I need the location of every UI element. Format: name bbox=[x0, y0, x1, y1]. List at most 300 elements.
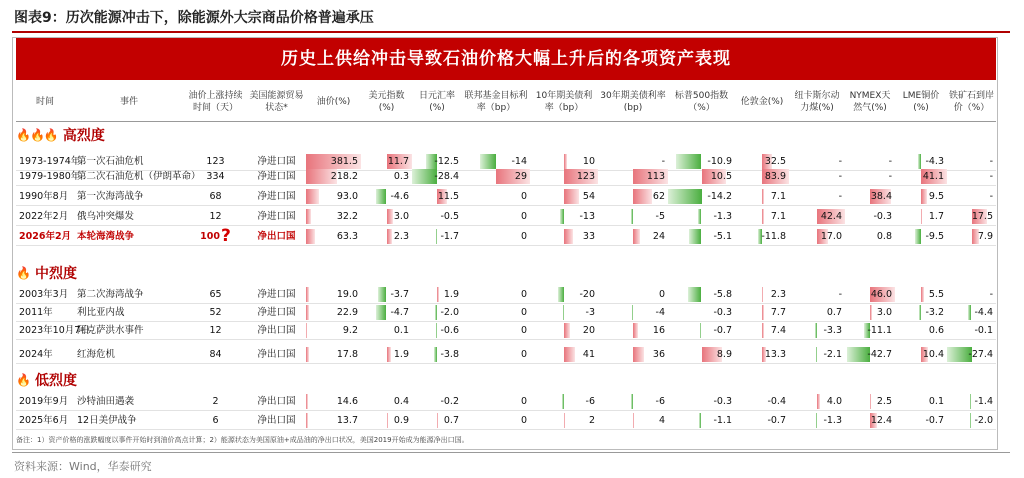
column-header: 油价(%) bbox=[316, 97, 351, 107]
value-text: -3.8 bbox=[440, 349, 459, 360]
cell-value bbox=[462, 286, 530, 303]
cell-value bbox=[947, 208, 996, 225]
value-text: -12.5 bbox=[434, 156, 459, 167]
section-name: 高烈度 bbox=[62, 128, 105, 144]
value-text: -14 bbox=[511, 156, 527, 167]
value-text: -0.1 bbox=[974, 325, 993, 336]
cell-value bbox=[530, 412, 598, 429]
cell-value bbox=[306, 168, 361, 185]
value-text: 14.6 bbox=[336, 396, 358, 407]
value-text: -0.3 bbox=[713, 396, 732, 407]
table-row bbox=[16, 322, 996, 340]
cell-value bbox=[462, 208, 530, 225]
value-text: 20 bbox=[582, 325, 595, 336]
value-text: 32.5 bbox=[764, 156, 786, 167]
cell-value bbox=[598, 322, 668, 339]
value-text: 46.0 bbox=[870, 289, 892, 300]
value-text: 11.5 bbox=[437, 191, 459, 202]
column-header: 日元汇率(%) bbox=[418, 91, 455, 113]
value-text: 3.0 bbox=[393, 211, 409, 222]
value-text: 32.2 bbox=[336, 211, 358, 222]
cell-days: 12 bbox=[209, 211, 222, 222]
value-text: -0.3 bbox=[713, 307, 732, 318]
column-header: 30年期美债利率(bp) bbox=[600, 91, 666, 113]
value-text: -6 bbox=[655, 396, 665, 407]
value-text: 19.0 bbox=[336, 289, 358, 300]
section-heading bbox=[16, 261, 77, 285]
cell-value bbox=[947, 304, 996, 321]
cell-value bbox=[306, 346, 361, 363]
cell-value bbox=[735, 228, 789, 245]
value-text: 2.5 bbox=[876, 396, 892, 407]
cell-value bbox=[789, 346, 845, 363]
cell-value bbox=[947, 393, 996, 410]
value-text: 123 bbox=[576, 171, 595, 182]
value-text: -5 bbox=[655, 211, 665, 222]
cell-value bbox=[895, 412, 947, 429]
value-text: 0 bbox=[520, 349, 527, 360]
value-text: -4.7 bbox=[390, 307, 409, 318]
value-text: -0.7 bbox=[767, 415, 786, 426]
title-rule bbox=[12, 31, 1010, 33]
cell-value bbox=[412, 346, 462, 363]
cell-value bbox=[735, 286, 789, 303]
table-row bbox=[16, 188, 996, 206]
footnote: 备注：1）资产价格的涨跌幅度以事件开始时到油价高点计算；2）能源状态为美国原油+成品油的净出口状况，美国2019开始成为能源净出口国。 bbox=[16, 436, 469, 444]
value-text: -6 bbox=[585, 396, 595, 407]
cell-value bbox=[735, 412, 789, 429]
value-text: -27.4 bbox=[968, 349, 993, 360]
value-text: 41.1 bbox=[922, 171, 944, 182]
value-text: -3 bbox=[585, 307, 595, 318]
value-text: -4 bbox=[655, 307, 665, 318]
value-text: 33 bbox=[582, 231, 595, 242]
cell-value bbox=[412, 286, 462, 303]
column-header: 伦敦金(%) bbox=[740, 97, 784, 107]
value-text: 0 bbox=[520, 396, 527, 407]
cell-time: 2023年10月7日 bbox=[19, 325, 90, 336]
figure-title: 图表9：历次能源冲击下，除能源外大宗商品价格普遍承压 bbox=[14, 10, 374, 26]
cell-value bbox=[735, 188, 789, 205]
cell-value bbox=[361, 286, 412, 303]
cell-value bbox=[306, 208, 361, 225]
cell-status: 净进口国 bbox=[257, 289, 296, 300]
value-text: 0.6 bbox=[928, 325, 944, 336]
value-text: 1.7 bbox=[928, 211, 944, 222]
cell-value bbox=[789, 188, 845, 205]
value-text: 0.7 bbox=[443, 415, 459, 426]
cell-value bbox=[789, 412, 845, 429]
cell-value bbox=[895, 304, 947, 321]
cell-value bbox=[789, 168, 845, 185]
cell-value bbox=[845, 168, 895, 185]
value-text: 1.9 bbox=[443, 289, 459, 300]
value-text: 17.8 bbox=[336, 349, 358, 360]
value-text: 13.7 bbox=[336, 415, 358, 426]
value-text: 0.4 bbox=[393, 396, 409, 407]
cell-value bbox=[735, 346, 789, 363]
cell-days: 123 bbox=[206, 156, 225, 167]
cell-value bbox=[668, 168, 735, 185]
value-text: 0 bbox=[520, 415, 527, 426]
cell-event: 第一次海湾战争 bbox=[77, 191, 144, 202]
value-text: 83.9 bbox=[764, 171, 786, 182]
cell-event: 利比亚内战 bbox=[77, 307, 125, 318]
cell-status: 净出口国 bbox=[257, 396, 296, 407]
cell-days: 334 bbox=[206, 171, 225, 182]
table-row bbox=[16, 208, 996, 226]
cell-event: 俄乌冲突爆发 bbox=[77, 211, 135, 222]
column-header: 时间 bbox=[35, 97, 54, 107]
value-text: -1.7 bbox=[440, 231, 459, 242]
cell-status: 净进口国 bbox=[257, 191, 296, 202]
cell-time: 2003年3月 bbox=[19, 289, 69, 300]
table-row bbox=[16, 346, 996, 364]
cell-value bbox=[361, 393, 412, 410]
value-text: -20 bbox=[579, 289, 595, 300]
cell-value bbox=[947, 346, 996, 363]
value-text: 0 bbox=[520, 325, 527, 336]
cell-value bbox=[306, 412, 361, 429]
value-text: -11.8 bbox=[761, 231, 786, 242]
flame-icon: 🔥 bbox=[16, 373, 30, 387]
value-text: 2.3 bbox=[393, 231, 409, 242]
bottom-rule bbox=[12, 452, 1010, 453]
cell-event: 12日美伊战争 bbox=[77, 415, 137, 426]
cell-value bbox=[361, 188, 412, 205]
value-text: 93.0 bbox=[336, 191, 358, 202]
cell-value bbox=[462, 322, 530, 339]
value-text: -0.3 bbox=[873, 211, 892, 222]
cell-value bbox=[789, 208, 845, 225]
cell-value bbox=[462, 393, 530, 410]
cell-value bbox=[895, 286, 947, 303]
cell-value bbox=[895, 168, 947, 185]
value-text: 7.1 bbox=[770, 211, 786, 222]
value-text: 0.7 bbox=[826, 307, 842, 318]
value-text: -4.6 bbox=[390, 191, 409, 202]
value-text: 3.0 bbox=[876, 307, 892, 318]
value-text: 10.5 bbox=[710, 171, 732, 182]
cell-value bbox=[530, 393, 598, 410]
value-text: -0.7 bbox=[925, 415, 944, 426]
value-text: 54 bbox=[582, 191, 595, 202]
value-text: -4.4 bbox=[974, 307, 993, 318]
value-text: - bbox=[888, 171, 892, 182]
value-text: 0 bbox=[520, 191, 527, 202]
cell-value bbox=[530, 346, 598, 363]
value-text: -3.3 bbox=[823, 325, 842, 336]
cell-value bbox=[530, 304, 598, 321]
value-text: -5.8 bbox=[713, 289, 732, 300]
cell-value bbox=[530, 286, 598, 303]
cell-status: 净出口国 bbox=[257, 325, 296, 336]
column-header: LME铜价(%) bbox=[902, 91, 940, 113]
value-text: 11.7 bbox=[387, 156, 409, 167]
cell-value bbox=[735, 393, 789, 410]
value-text: - bbox=[989, 289, 993, 300]
cell-time: 2019年9月 bbox=[19, 396, 69, 407]
value-text: 7.7 bbox=[770, 307, 786, 318]
value-text: 12.4 bbox=[870, 415, 892, 426]
value-text: 17.0 bbox=[820, 231, 842, 242]
value-text: 7.1 bbox=[770, 191, 786, 202]
value-text: 7.9 bbox=[977, 231, 993, 242]
value-text: -28.4 bbox=[434, 171, 459, 182]
cell-value bbox=[845, 393, 895, 410]
cell-value bbox=[361, 228, 412, 245]
value-text: 1.9 bbox=[393, 349, 409, 360]
cell-time: 1973-1974年 bbox=[19, 156, 81, 167]
value-text: - bbox=[838, 289, 842, 300]
value-text: 0.8 bbox=[876, 231, 892, 242]
cell-value bbox=[668, 188, 735, 205]
value-text: 0.1 bbox=[928, 396, 944, 407]
table-row bbox=[16, 168, 996, 186]
value-text: -1.4 bbox=[974, 396, 993, 407]
cell-value bbox=[598, 393, 668, 410]
cell-time: 1979-1980年 bbox=[19, 171, 81, 182]
cell-time: 1990年8月 bbox=[19, 191, 69, 202]
value-text: 0 bbox=[520, 211, 527, 222]
cell-days: 100? bbox=[200, 226, 231, 246]
value-text: -13 bbox=[579, 211, 595, 222]
cell-value bbox=[668, 412, 735, 429]
value-text: -3.7 bbox=[390, 289, 409, 300]
value-text: 0.9 bbox=[393, 415, 409, 426]
cell-value bbox=[530, 188, 598, 205]
cell-value bbox=[668, 304, 735, 321]
cell-value bbox=[412, 304, 462, 321]
value-text: 0.1 bbox=[393, 325, 409, 336]
cell-value bbox=[412, 188, 462, 205]
column-header: 油价上涨持续时间（天） bbox=[188, 91, 243, 113]
value-text: -0.7 bbox=[713, 325, 732, 336]
cell-value bbox=[412, 393, 462, 410]
cell-value bbox=[598, 412, 668, 429]
cell-value bbox=[668, 286, 735, 303]
cell-value bbox=[947, 188, 996, 205]
cell-value bbox=[668, 346, 735, 363]
value-text: 38.4 bbox=[870, 191, 892, 202]
value-text: -0.6 bbox=[440, 325, 459, 336]
value-text: -4.3 bbox=[925, 156, 944, 167]
cell-time: 2026年2月 bbox=[19, 231, 72, 242]
value-text: 4 bbox=[658, 415, 665, 426]
cell-value bbox=[412, 412, 462, 429]
cell-value bbox=[735, 168, 789, 185]
value-text: -5.1 bbox=[713, 231, 732, 242]
cell-value bbox=[462, 412, 530, 429]
value-text: 4.0 bbox=[826, 396, 842, 407]
flame-icon: 🔥 bbox=[16, 266, 30, 280]
cell-value bbox=[895, 322, 947, 339]
value-text: - bbox=[661, 156, 665, 167]
cell-event: 第二次海湾战争 bbox=[77, 289, 144, 300]
cell-value bbox=[947, 228, 996, 245]
value-text: -0.5 bbox=[440, 211, 459, 222]
cell-value bbox=[462, 228, 530, 245]
value-text: 13.3 bbox=[764, 349, 786, 360]
value-text: 2.3 bbox=[770, 289, 786, 300]
cell-status: 净出口国 bbox=[257, 415, 296, 426]
table-row bbox=[16, 393, 996, 411]
cell-status: 净进口国 bbox=[257, 211, 296, 222]
cell-value bbox=[845, 304, 895, 321]
cell-value bbox=[412, 322, 462, 339]
cell-value bbox=[895, 393, 947, 410]
cell-value bbox=[845, 346, 895, 363]
value-text: -11.1 bbox=[867, 325, 892, 336]
cell-value bbox=[412, 208, 462, 225]
value-text: 41 bbox=[582, 349, 595, 360]
column-header: 美元指数(%) bbox=[368, 91, 405, 113]
cell-days: 12 bbox=[209, 325, 222, 336]
cell-days: 6 bbox=[212, 415, 219, 426]
cell-value bbox=[361, 208, 412, 225]
value-text: 5.5 bbox=[928, 289, 944, 300]
value-text: - bbox=[888, 156, 892, 167]
cell-value bbox=[306, 188, 361, 205]
cell-value bbox=[306, 228, 361, 245]
value-text: 113 bbox=[646, 171, 665, 182]
cell-value bbox=[668, 208, 735, 225]
value-text: 29 bbox=[514, 171, 527, 182]
cell-status: 净进口国 bbox=[257, 171, 296, 182]
cell-value bbox=[735, 208, 789, 225]
cell-value bbox=[361, 168, 412, 185]
cell-event: 阿克萨洪水事件 bbox=[77, 325, 144, 336]
value-text: -10.9 bbox=[707, 156, 732, 167]
value-text: 0.3 bbox=[393, 171, 409, 182]
value-text: 2 bbox=[588, 415, 595, 426]
value-text: 7.4 bbox=[770, 325, 786, 336]
cell-value bbox=[845, 188, 895, 205]
cell-value bbox=[789, 304, 845, 321]
value-text: 16 bbox=[652, 325, 665, 336]
value-text: 24 bbox=[652, 231, 665, 242]
value-text: 10.4 bbox=[922, 349, 944, 360]
cell-value bbox=[361, 412, 412, 429]
value-text: - bbox=[838, 191, 842, 202]
cell-value bbox=[947, 322, 996, 339]
cell-value bbox=[789, 286, 845, 303]
cell-time: 2025年6月 bbox=[19, 415, 69, 426]
cell-value bbox=[361, 346, 412, 363]
value-text: 36 bbox=[652, 349, 665, 360]
value-text: 9.2 bbox=[342, 325, 358, 336]
cell-time: 2024年 bbox=[19, 349, 53, 360]
cell-value bbox=[735, 322, 789, 339]
value-text: -1.3 bbox=[713, 211, 732, 222]
cell-value bbox=[895, 208, 947, 225]
section-name: 中烈度 bbox=[34, 266, 77, 282]
section-heading bbox=[16, 368, 77, 392]
flame-icon: 🔥🔥🔥 bbox=[16, 128, 58, 142]
cell-value bbox=[361, 304, 412, 321]
cell-value bbox=[598, 346, 668, 363]
value-text: - bbox=[989, 156, 993, 167]
cell-value bbox=[598, 304, 668, 321]
question-mark: ? bbox=[220, 226, 231, 246]
value-text: 42.4 bbox=[820, 211, 842, 222]
cell-value bbox=[306, 304, 361, 321]
table-row bbox=[16, 286, 996, 304]
value-text: -3.2 bbox=[925, 307, 944, 318]
column-header: 联邦基金目标利率（bp） bbox=[464, 91, 528, 113]
column-header: 铁矿石到岸价（%） bbox=[949, 91, 995, 113]
cell-event: 红海危机 bbox=[77, 349, 116, 360]
cell-event: 沙特油田遇袭 bbox=[77, 396, 135, 407]
cell-event: 本轮海湾战争 bbox=[77, 231, 135, 242]
cell-value bbox=[462, 188, 530, 205]
cell-value bbox=[789, 228, 845, 245]
value-text: 218.2 bbox=[330, 171, 358, 182]
cell-value bbox=[598, 208, 668, 225]
cell-value bbox=[361, 322, 412, 339]
table-banner: 历史上供给冲击导致石油价格大幅上升后的各项资产表现 bbox=[16, 38, 996, 80]
value-text: 0 bbox=[658, 289, 665, 300]
cell-days: 2 bbox=[212, 396, 219, 407]
cell-value bbox=[845, 208, 895, 225]
value-text: -9.5 bbox=[925, 231, 944, 242]
cell-status: 净进口国 bbox=[257, 307, 296, 318]
value-text: 22.9 bbox=[336, 307, 358, 318]
cell-value bbox=[845, 228, 895, 245]
cell-value bbox=[462, 346, 530, 363]
cell-status: 净进口国 bbox=[257, 156, 296, 167]
value-text: -2.1 bbox=[823, 349, 842, 360]
value-text: 62 bbox=[652, 191, 665, 202]
value-text: -1.1 bbox=[713, 415, 732, 426]
value-text: 0 bbox=[520, 307, 527, 318]
cell-value bbox=[530, 228, 598, 245]
table-row bbox=[16, 304, 996, 322]
value-text: -42.7 bbox=[867, 349, 892, 360]
value-text: 8.9 bbox=[716, 349, 732, 360]
cell-value bbox=[947, 168, 996, 185]
cell-value bbox=[306, 286, 361, 303]
section-heading bbox=[16, 123, 105, 147]
value-text: -1.3 bbox=[823, 415, 842, 426]
cell-event: 第二次石油危机（伊朗革命） bbox=[77, 171, 201, 182]
cell-time: 2011年 bbox=[19, 307, 53, 318]
value-text: -2.0 bbox=[440, 307, 459, 318]
value-text: 0 bbox=[520, 289, 527, 300]
value-text: - bbox=[838, 156, 842, 167]
value-text: -14.2 bbox=[707, 191, 732, 202]
table-row bbox=[16, 412, 996, 430]
cell-value bbox=[735, 304, 789, 321]
cell-value bbox=[412, 228, 462, 245]
cell-value bbox=[306, 322, 361, 339]
cell-value bbox=[845, 412, 895, 429]
column-header: NYMEX天然气(%) bbox=[849, 91, 891, 113]
cell-value bbox=[412, 168, 462, 185]
section-name: 低烈度 bbox=[34, 373, 77, 389]
value-text: 0 bbox=[520, 231, 527, 242]
cell-value bbox=[530, 208, 598, 225]
value-text: 381.5 bbox=[330, 156, 358, 167]
column-header: 美国能源贸易状态* bbox=[249, 91, 304, 113]
cell-value bbox=[895, 228, 947, 245]
value-text: -2.0 bbox=[974, 415, 993, 426]
cell-days: 68 bbox=[209, 191, 222, 202]
cell-value bbox=[789, 322, 845, 339]
cell-days: 65 bbox=[209, 289, 222, 300]
column-header: 标普500指数（%） bbox=[674, 91, 729, 113]
column-header: 事件 bbox=[119, 97, 138, 107]
